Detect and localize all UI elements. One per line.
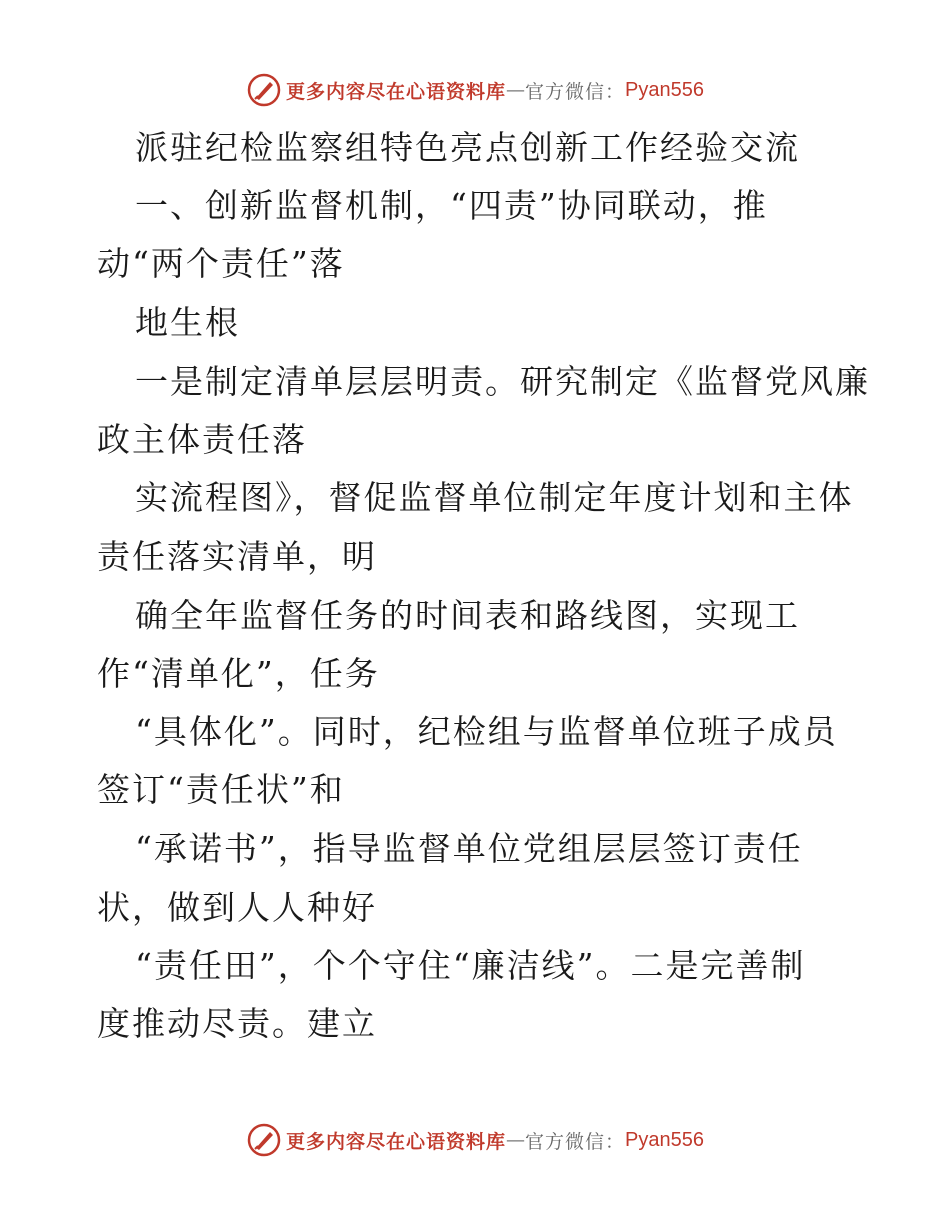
paragraph-line: 状，做到人人种好 (97, 888, 377, 927)
watermark-wechat-id: Pyan556 (625, 78, 704, 101)
paragraph-line: 动“两个责任”落 (97, 244, 345, 283)
paragraph-line: “责任田”，个个守住“廉洁线”。二是完善制 (135, 946, 806, 985)
paragraph-line: 度推动尽责。建立 (97, 1004, 377, 1043)
paragraph-line: 一、创新监督机制，“四责”协同联动，推 (135, 186, 768, 225)
header-watermark (0, 70, 950, 110)
paragraph-line: 责任落实清单，明 (97, 537, 377, 576)
watermark-source-text: 更多内容尽在心语资料库 (286, 80, 507, 103)
watermark-wechat-label: 官方微信： (525, 1130, 626, 1153)
feather-pen-logo-icon (246, 72, 282, 108)
paragraph-line: 签订“责任状”和 (97, 770, 345, 809)
paragraph-line: 作“清单化”，任务 (97, 654, 380, 693)
watermark-dash: — (506, 79, 526, 101)
watermark-wechat-label: 官方微信： (525, 80, 626, 103)
paragraph-line: “具体化”。同时，纪检组与监督单位班子成员 (135, 712, 838, 751)
watermark-source-text: 更多内容尽在心语资料库 (286, 1130, 507, 1153)
paragraph-line: 一是制定清单层层明责。研究制定《监督党风廉 (135, 362, 870, 401)
watermark-dash: — (506, 1129, 526, 1151)
paragraph-line: 政主体责任落 (97, 420, 307, 459)
paragraph-line: 确全年监督任务的时间表和路线图，实现工 (135, 596, 800, 635)
footer-watermark (0, 1120, 950, 1160)
paragraph-line: 地生根 (135, 303, 240, 342)
document-title: 派驻纪检监察组特色亮点创新工作经验交流 (135, 128, 800, 167)
paragraph-line: 实流程图》，督促监督单位制定年度计划和主体 (135, 478, 854, 517)
watermark-wechat-id: Pyan556 (625, 1128, 704, 1151)
feather-pen-logo-icon (246, 1122, 282, 1158)
paragraph-line: “承诺书”，指导监督单位党组层层签订责任 (135, 829, 803, 868)
